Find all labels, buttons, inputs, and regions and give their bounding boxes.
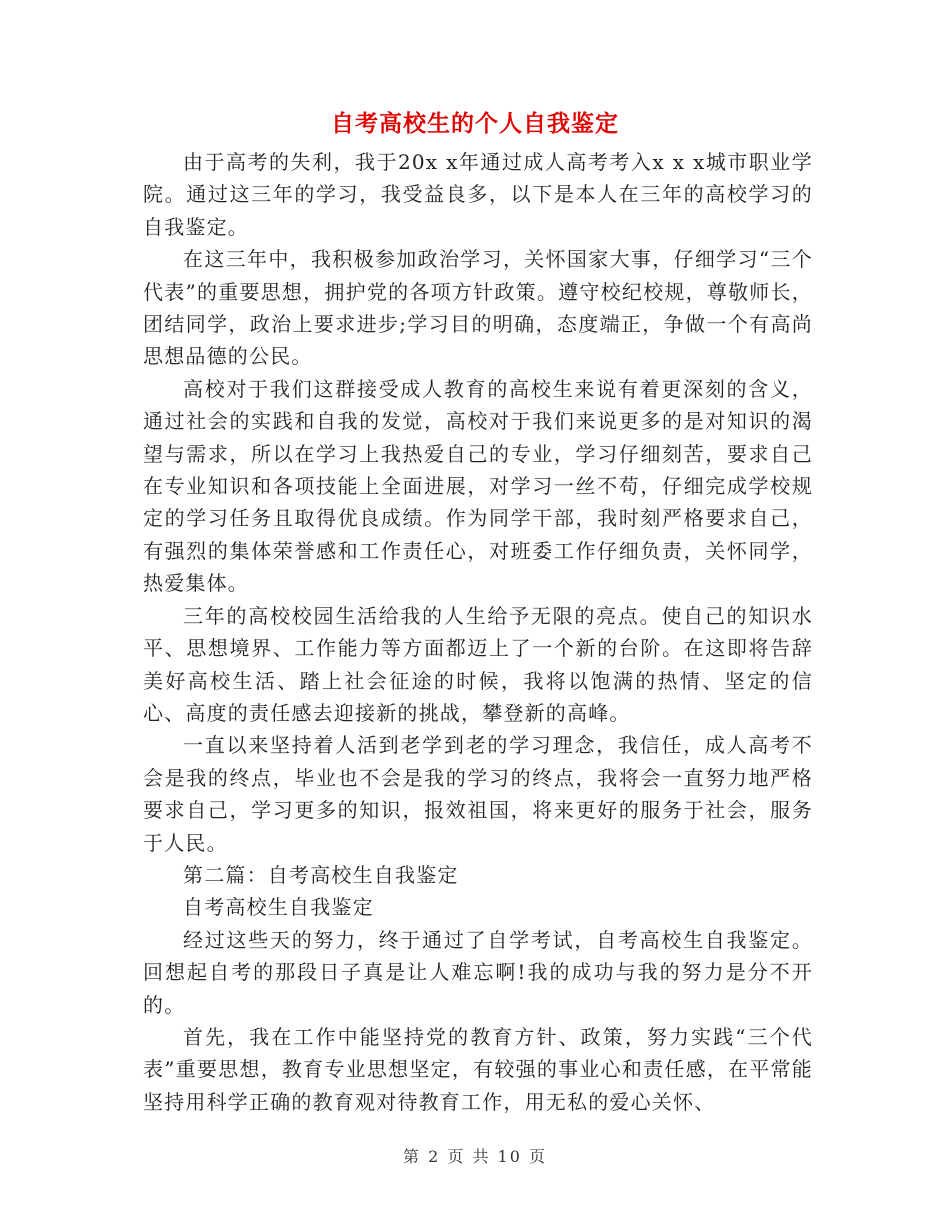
paragraph-politics: 在这三年中，我积极参加政治学习，关怀国家大事，仔细学习“三个代表”的重要思想，拥护党的各项方针政策。遵守校纪校规，尊敬师长，团结同学，政治上要求进步;学习目的明确，态度端正，争做一个有高尚思想品德的公民。 (143, 247, 813, 369)
document-body (143, 146, 813, 1118)
paragraph-intro: 由于高考的失利，我于20x x年通过成人高考考入x x x城市职业学院。通过这三年的学习，我受益良多，以下是本人在三年的高校学习的自我鉴定。 (143, 150, 813, 239)
paragraph-first-point: 首先，我在工作中能坚持党的教育方针、政策，努力实践“三个代表”重要思想，教育专业思想坚定，有较强的事业心和责任感，在平常能坚持用科学正确的教育观对待教育工作，用无私的爱心关怀、 (143, 1024, 813, 1114)
page-number-footer: 第 2 页 共 10 页 (403, 1147, 547, 1166)
document-title: 自考高校生的个人自我鉴定 (331, 110, 619, 137)
paragraph-study: 高校对于我们这群接受成人教育的高校生来说有着更深刻的含义，通过社会的实践和自我的发觉，高校对于我们来说更多的是对知识的渴望与需求，所以在学习上我热爱自己的专业，学习仔细刻苦，要求自己在专业知识和各项技能上全面进展，对学习一丝不苟，仔细完成学校规定的学习任务且取得优良成绩。作为同学干部，我时刻严格要求自己，有强烈的集体荣誉感和工作责任心，对班委工作仔细负责，关怀同学，热爱集体。 (143, 376, 813, 596)
section-subtitle: 自考高校生自我鉴定 (183, 895, 374, 920)
paragraph-lifelong-learning: 一直以来坚持着人活到老学到老的学习理念，我信任，成人高考不会是我的终点，毕业也不会是我的学习的终点，我将会一直努力地严格要求自己，学习更多的知识，报效祖国，将来更好的服务于社会，服务于人民。 (143, 733, 813, 855)
paragraph-campus-life: 三年的高校校园生活给我的人生给予无限的亮点。使自己的知识水平、思想境界、工作能力等方面都迈上了一个新的台阶。在这即将告辞美好高校生活、踏上社会征途的时候，我将以饱满的热情、坚定的信心、高度的责任感去迎接新的挑战，攀登新的高峰。 (143, 603, 813, 725)
section-heading-part-two: 第二篇：自考高校生自我鉴定 (183, 862, 459, 887)
paragraph-exam-passed: 经过这些天的努力，终于通过了自学考试，自考高校生自我鉴定。回想起自考的那段日子真是让人难忘啊!我的成功与我的努力是分不开的。 (143, 927, 813, 1017)
